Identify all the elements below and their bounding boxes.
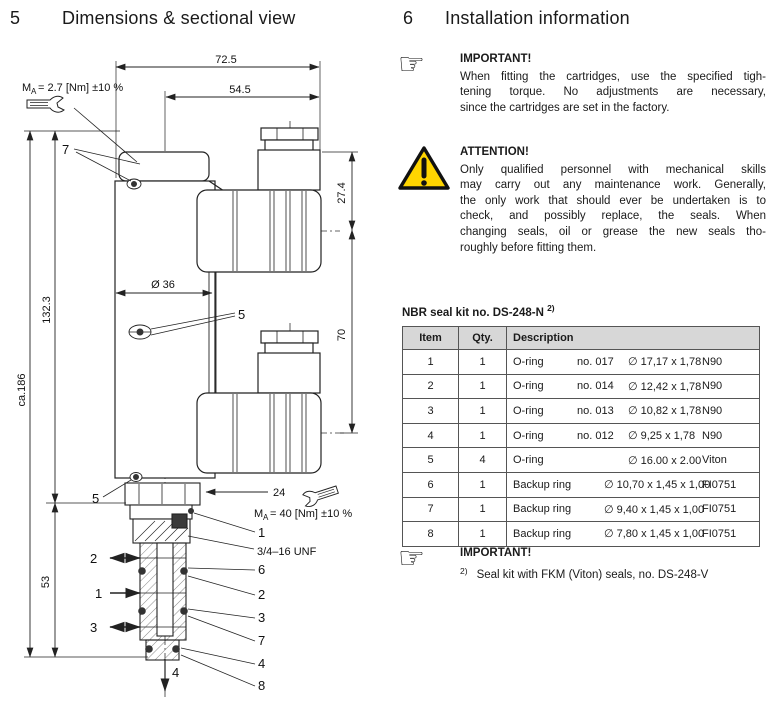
warning-triangle-icon bbox=[398, 145, 460, 256]
callout-1: 1 bbox=[258, 525, 266, 540]
callout-2: 2 bbox=[258, 587, 266, 602]
pointing-hand-icon: ☞ bbox=[398, 47, 425, 82]
torque-top-subscript: A bbox=[31, 87, 37, 96]
port-2-label: 2 bbox=[90, 551, 98, 566]
callout-7: 7 bbox=[62, 142, 70, 157]
section-5-title: Dimensions & sectional view bbox=[62, 8, 296, 28]
dim-coil-width-label: 54.5 bbox=[229, 84, 251, 96]
important-1-title: IMPORTANT! bbox=[460, 53, 532, 65]
important-1-line: since the cartridges are set in the factory. bbox=[460, 101, 670, 114]
torque-note-bottom bbox=[254, 508, 352, 522]
table-row: 8 1 Backup ring ∅ 7,80 x 1,45 x 1,00 FI0751 bbox=[403, 522, 760, 547]
table-row: 5 4 O-ring ∅ 16.00 x 2.00 Viton bbox=[403, 448, 760, 473]
callout-6: 6 bbox=[258, 562, 266, 577]
wrench-icon bbox=[27, 96, 64, 112]
torque-bottom-value: = 40 [Nm] ±10 % bbox=[270, 508, 353, 520]
torque-bottom-subscript: A bbox=[263, 513, 269, 522]
port-3-label: 3 bbox=[90, 620, 98, 635]
footnote-text: Seal kit with FKM (Viton) seals, no. DS-248-V bbox=[476, 569, 709, 582]
section-6-number: 6 bbox=[403, 8, 414, 28]
footnote-marker: 2) bbox=[460, 565, 468, 576]
attention-title: ATTENTION! bbox=[460, 146, 529, 158]
torque-bottom-symbol: M bbox=[254, 508, 264, 520]
seal-kit-table bbox=[402, 326, 760, 547]
dim-coil-offset-label: 27.4 bbox=[336, 182, 348, 204]
header-description: Description bbox=[507, 327, 760, 350]
port-1-label: 1 bbox=[95, 586, 103, 601]
installation-section bbox=[396, 0, 768, 704]
table-row: 2 1 O-ring no. 014 ∅ 12,42 x 1,78 N90 bbox=[403, 374, 760, 399]
dim-body-height-label: 132.3 bbox=[41, 296, 53, 324]
attention-line: changing seals, oil or grease the new seals tho- bbox=[460, 225, 766, 238]
footnote-line bbox=[460, 564, 766, 584]
callout-5-upper: 5 bbox=[238, 307, 246, 322]
footnote-marker: 2) bbox=[547, 303, 555, 313]
torque-note-top bbox=[22, 82, 123, 96]
table-row: 6 1 Backup ring ∅ 10,70 x 1,45 x 1,00 FI0751 bbox=[403, 472, 760, 497]
table-header-row bbox=[403, 327, 760, 350]
table-row: 7 1 Backup ring ∅ 9,40 x 1,45 x 1,00 FI0751 bbox=[403, 497, 760, 522]
important-1-line: When fitting the cartridges, use the specified tigh- bbox=[460, 70, 766, 83]
callout-7-seal: 7 bbox=[258, 633, 266, 648]
wrench-icon bbox=[301, 483, 339, 508]
callout-8: 8 bbox=[258, 678, 266, 693]
attention-line: may carry out any maintenance work. Generally, bbox=[460, 179, 766, 192]
attention-note bbox=[398, 145, 766, 256]
port-4-label: 4 bbox=[172, 665, 180, 680]
attention-line: roughly before fitting them. bbox=[460, 241, 597, 254]
attention-line: the only work that should ever be undertaken is to bbox=[460, 194, 766, 207]
section-6-title: Installation information bbox=[445, 8, 630, 28]
table-row: 1 1 O-ring no. 017 ∅ 17,17 x 1,78 N90 bbox=[403, 350, 760, 375]
callout-3: 3 bbox=[258, 610, 266, 625]
solenoid-coil-upper bbox=[197, 128, 321, 272]
dim-cartridge-height-label: 53 bbox=[40, 575, 52, 589]
torque-top-value: = 2.7 [Nm] ±10 % bbox=[38, 82, 124, 94]
pointing-hand-icon: ☞ bbox=[398, 541, 425, 576]
thread-label: 3/4–16 UNF bbox=[257, 546, 317, 558]
dim-hex-label: 24 bbox=[273, 487, 286, 499]
important-note-1 bbox=[398, 47, 766, 116]
header-item: Item bbox=[403, 327, 459, 350]
torque-top-symbol: M bbox=[22, 82, 32, 94]
attention-line: Only qualified personnel with mechanical skills bbox=[460, 163, 766, 176]
seal-kit-table-title: NBR seal kit no. DS-248-N $^{2)}$ bbox=[402, 303, 555, 319]
dim-total-height-label: ca.186 bbox=[16, 373, 28, 407]
important-1-line: tening torque. No adjustments are necessary, bbox=[460, 86, 766, 99]
dim-coil-pitch-label: 70 bbox=[336, 328, 348, 342]
callout-4-seal: 4 bbox=[258, 656, 266, 671]
header-qty: Qty. bbox=[459, 327, 507, 350]
dim-total-width-label: 72.5 bbox=[215, 54, 237, 66]
section-5-number: 5 bbox=[10, 8, 21, 28]
callout-5-lower: 5 bbox=[92, 491, 100, 506]
dim-body-diameter-label: Ø 36 bbox=[151, 279, 175, 291]
attention-line: check, and possibly replace, the seals. When bbox=[460, 210, 766, 223]
table-row: 4 1 O-ring no. 012 ∅ 9,25 x 1,78 N90 bbox=[403, 423, 760, 448]
important-2-title: IMPORTANT! bbox=[460, 547, 532, 559]
table-row: 3 1 O-ring no. 013 ∅ 10,82 x 1,78 N90 bbox=[403, 399, 760, 424]
cartridge-section bbox=[125, 483, 200, 660]
important-note-2 bbox=[398, 541, 766, 584]
